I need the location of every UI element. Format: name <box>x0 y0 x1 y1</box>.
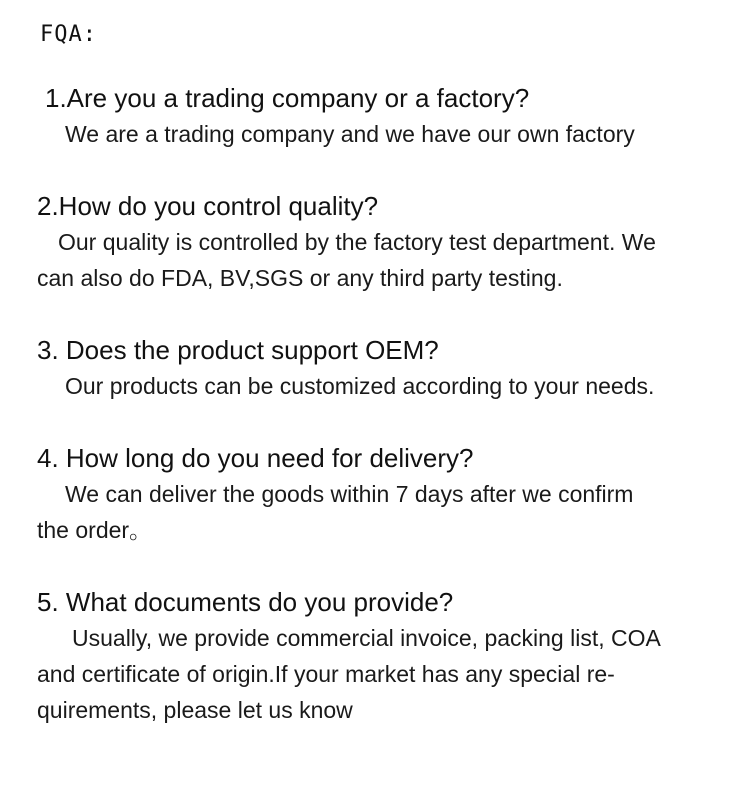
answer-1-line-1: We are a trading company and we have our own factory <box>65 121 635 147</box>
answer-4-line-1: We can deliver the goods within 7 days after we confirm <box>65 481 634 507</box>
answer-5-line-2: and certificate of origin.If your market has any special re- <box>37 661 615 687</box>
answer-3 <box>37 368 727 404</box>
answer-1 <box>37 116 727 152</box>
question-1: 1.Are you a trading company or a factory? <box>45 83 530 113</box>
faq-title: FQA: <box>40 22 97 47</box>
answer-5-line-1: Usually, we provide commercial invoice, packing list, COA <box>72 625 661 651</box>
answer-4 <box>37 476 727 548</box>
question-4: 4. How long do you need for delivery? <box>37 443 474 473</box>
question-3: 3. Does the product support OEM? <box>37 335 439 365</box>
question-2: 2.How do you control quality? <box>37 191 379 221</box>
answer-5 <box>37 620 727 728</box>
answer-2-line-1: Our quality is controlled by the factory test department. We <box>58 229 656 255</box>
answer-4-line-2: the order。 <box>37 517 153 543</box>
answer-3-line-1: Our products can be customized according to your needs. <box>65 373 655 399</box>
answer-2-line-2: can also do FDA, BV,SGS or any third party testing. <box>37 265 563 291</box>
question-5: 5. What documents do you provide? <box>37 587 454 617</box>
answer-5-line-3: quirements, please let us know <box>37 697 353 723</box>
answer-2 <box>37 224 727 296</box>
